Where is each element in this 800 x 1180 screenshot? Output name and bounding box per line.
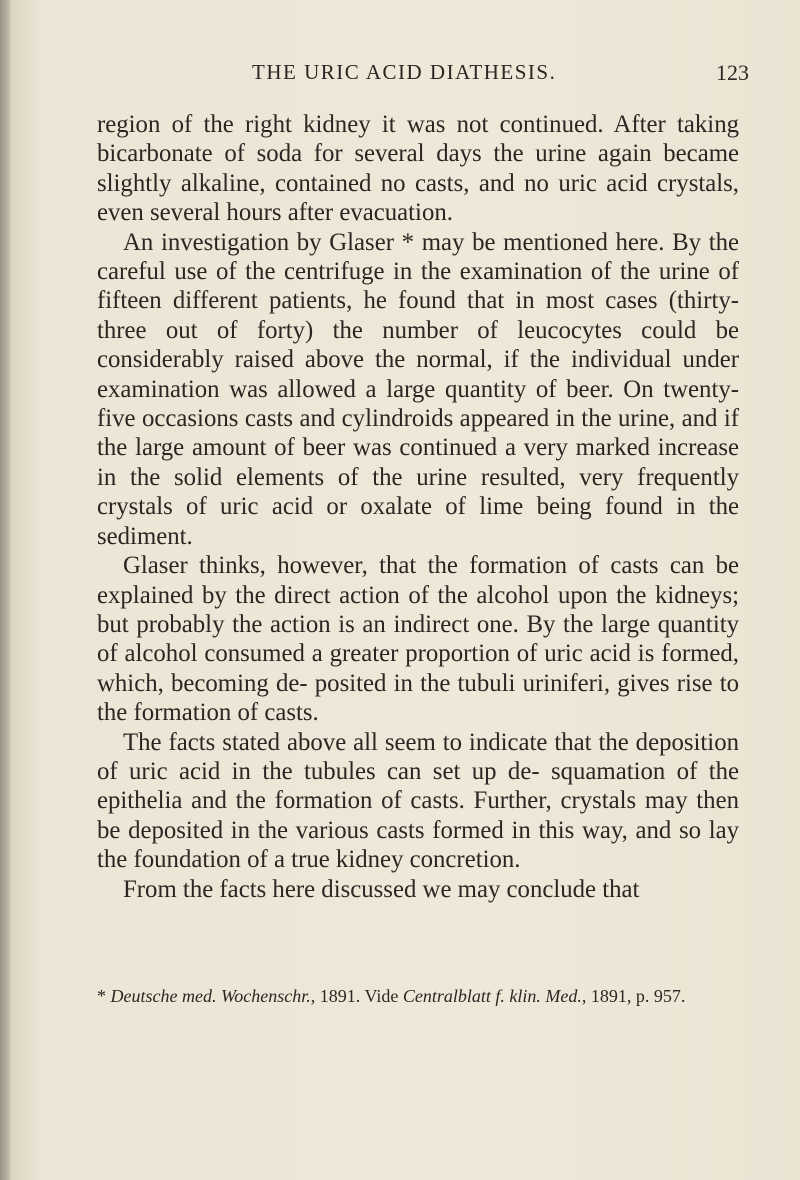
page-number: 123 [716,60,749,85]
footnote [97,984,739,1009]
paragraph-continued: region of the right kidney it was not continued. After taking bicarbonate of soda for several days the urine again became slightly alkaline, contained no casts, and no uric acid crystals, even several hours after evacuation. [97,111,739,227]
paragraph-facts-stated: The facts stated above all seem to indicate that the deposition of uric acid in the tubules can set up de- squamation of the epithelia and the formation of casts. Further, crystals may then be deposited in the various casts formed in this way, and so lay the foundation of a true kidney concretion. [97,728,739,874]
footnote-source: Deutsche med. Wochenschr. [110,986,311,1006]
paragraph-conclusion: From the facts here discussed we may conclude that [123,875,640,903]
book-spine-shadow [0,0,10,1180]
paragraph-glaser-thinks: Glaser thinks, however, that the formation of casts can be explained by the direct action of the alcohol upon the kidneys; but probably the action is an indirect one. By the large quantity of alcohol consumed a greater proportion of uric acid is formed, which, becoming de- posited in the tubuli uriniferi, gives rise to the formation of casts. [97,552,739,727]
footnote-end: , 1891, p. 957. [581,986,686,1006]
page-header [0,60,800,94]
paragraph-glaser-investigation: An investigation by Glaser * may be mentioned here. By the careful use of the centrifuge in the examination of the urine of fifteen different patients, he found that in most cases (thirty-three out of forty) the number of leucocytes could be considerably raised above the normal, if the individual under examination was allowed a large quantity of beer. On twenty-five occasions casts and cylindroids appeared in the urine, and if the large amount of beer was continued a very marked increase in the solid elements of the urine resulted, very frequently crystals of uric acid or oxalate of lime being found in the sediment. [97,228,739,550]
footnote-journal: Centralblatt f. klin. Med. [402,986,582,1006]
footnote-middle: , 1891. Vide [310,986,403,1006]
running-head: THE URIC ACID DIATHESIS. [252,60,557,84]
footnote-marker: * [97,986,111,1006]
body-text [97,110,739,904]
